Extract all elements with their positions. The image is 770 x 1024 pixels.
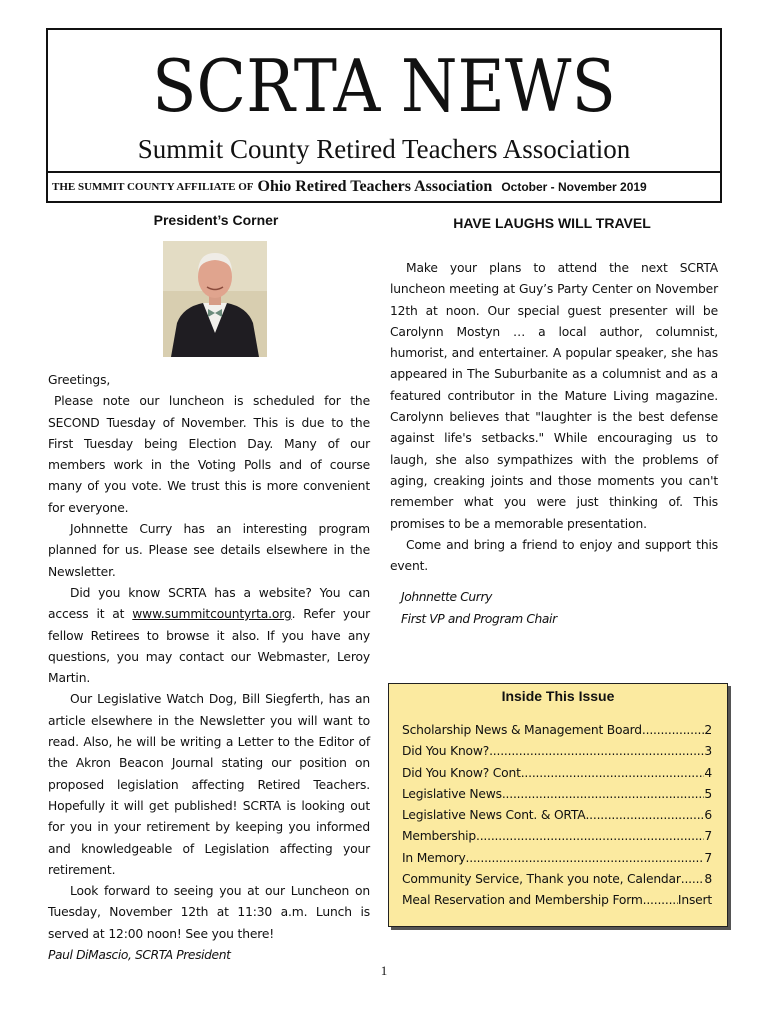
toc-leader-dots — [643, 890, 678, 911]
toc-leader-dots — [476, 826, 704, 847]
toc-item-page: Insert — [677, 893, 712, 908]
toc-item[interactable] — [402, 741, 712, 762]
toc-item[interactable] — [402, 848, 712, 869]
portrait-photo-icon — [163, 241, 267, 357]
toc-item-label: Scholarship News & Management Board — [402, 723, 642, 737]
affiliate-prefix: THE SUMMIT COUNTY AFFILIATE OF — [52, 181, 254, 193]
toc-item-page: 7 — [704, 829, 712, 844]
toc-leader-dots — [489, 741, 704, 762]
issue-date: October - November 2019 — [501, 180, 647, 194]
toc-item[interactable] — [402, 869, 712, 890]
laughs-paragraph-2: Come and bring a friend to enjoy and support this event. — [390, 537, 718, 574]
toc-item-label: Legislative News — [402, 786, 502, 801]
toc-item-label: Meal Reservation and Membership Form — [402, 893, 643, 908]
newsletter-subtitle: Summit County Retired Teachers Association — [137, 134, 631, 164]
toc-list — [402, 720, 712, 912]
newsletter-title: SCRTA NEWS — [152, 44, 616, 128]
affiliate-name: Ohio Retired Teachers Association — [257, 178, 493, 195]
toc-item-label: Membership — [402, 829, 477, 844]
laughs-signature-name: Johnnette Curry — [401, 590, 492, 605]
presidents-corner-text — [48, 370, 370, 966]
toc-leader-dots — [585, 805, 704, 826]
inside-this-issue-box — [388, 683, 728, 927]
toc-leader-dots — [521, 763, 705, 784]
presidents-paragraph-5: Look forward to seeing you at our Luncheon on Tuesday, November 12th at 11:30 a.m. Lunch is served at 12:00 noon! See you there! — [48, 884, 370, 941]
presidents-paragraph-1: Please note our luncheon is scheduled for the SECOND Tuesday of November. This is due to the First Tuesday being Election Day. Many of our members work in the Voting Polls and of course many of you vote. We trust this is more convenient for everyone. — [48, 394, 370, 515]
presidents-paragraph-4: Our Legislative Watch Dog, Bill Siegferth, has an article elsewhere in the Newsletter you will want to read. Also, he will be writing a Letter to the Editor of the Akron Beacon Journal stating our position on proposed legislation affecting Retired Teachers. Hopefully it will get published! SCRTA is looking out for you in your retirement by keeping you informed and knowledgeable of Legislation affecting your retirement. — [48, 692, 370, 877]
toc-item-label: Community Service, Thank you note, Calendar — [402, 872, 681, 887]
toc-item[interactable] — [402, 805, 712, 826]
presidents-paragraph-3 — [48, 583, 370, 689]
toc-item[interactable] — [402, 763, 712, 784]
president-signature: Paul DiMascio, SCRTA President — [48, 948, 231, 963]
toc-title: Inside This Issue — [501, 688, 615, 704]
laughs-paragraph-1: Make your plans to attend the next SCRTA luncheon meeting at Guy’s Party Center on November 12th at noon. Our special guest presenter will be Carolynn Mostyn … a local author, columnist, humorist, and entertainer. A popular speaker, she has appeared in The Suburbanite as a columnist and as a featured contributor in the Mature Living magazine. Carolynn believes that "laughter is the best defense against life's setbacks." While encouraging us to laugh, she also sympathizes with the problems of aging, creaking joints and those moments you can't remember what you were just thinking of. This promises to be a memorable presentation. — [390, 261, 718, 531]
toc-item-page: 4 — [704, 765, 712, 780]
toc-leader-dots — [502, 784, 705, 805]
toc-item[interactable] — [402, 826, 712, 847]
toc-leader-dots — [642, 720, 704, 741]
toc-item-label: Legislative News Cont. & ORTA — [402, 808, 586, 823]
toc-leader-dots — [681, 869, 705, 890]
paragraph-3-end: . Refer your fellow Retirees to browse it also. If you have any questions, you may contact our Webmaster, Leroy Martin. — [48, 607, 370, 686]
laughs-signature-title: First VP and Program Chair — [401, 611, 557, 626]
laughs-heading: HAVE LAUGHS WILL TRAVEL — [453, 215, 651, 231]
toc-leader-dots — [466, 848, 705, 869]
masthead — [46, 28, 722, 203]
toc-item-label: Did You Know? — [402, 744, 490, 759]
toc-item[interactable] — [402, 784, 712, 805]
toc-item[interactable] — [402, 720, 712, 741]
toc-item-page: 2 — [704, 723, 712, 737]
toc-item-label: In Memory — [402, 850, 466, 865]
toc-item-page: 5 — [704, 786, 712, 801]
toc-item-page: 6 — [704, 808, 712, 823]
page-number: 1 — [380, 963, 388, 978]
toc-item-page: 8 — [704, 872, 712, 887]
laughs-article-text — [390, 258, 718, 630]
affiliate-bar — [48, 171, 720, 201]
toc-item[interactable] — [402, 890, 712, 911]
paragraph-3-start: Did you know SCRTA has a website? You can access it at — [48, 585, 370, 622]
presidents-corner-heading: President’s Corner — [153, 212, 279, 228]
toc-item-page: 7 — [704, 850, 712, 865]
toc-item-page: 3 — [704, 744, 712, 759]
president-photo — [163, 241, 267, 357]
toc-item-label: Did You Know? Cont — [402, 765, 521, 780]
presidents-paragraph-2: Johnnette Curry has an interesting program planned for us. Please see details elsewhere in the Newsletter. — [48, 522, 370, 579]
website-link[interactable]: www.summitcountyrta.org — [132, 607, 292, 622]
greeting: Greetings, — [48, 373, 111, 387]
